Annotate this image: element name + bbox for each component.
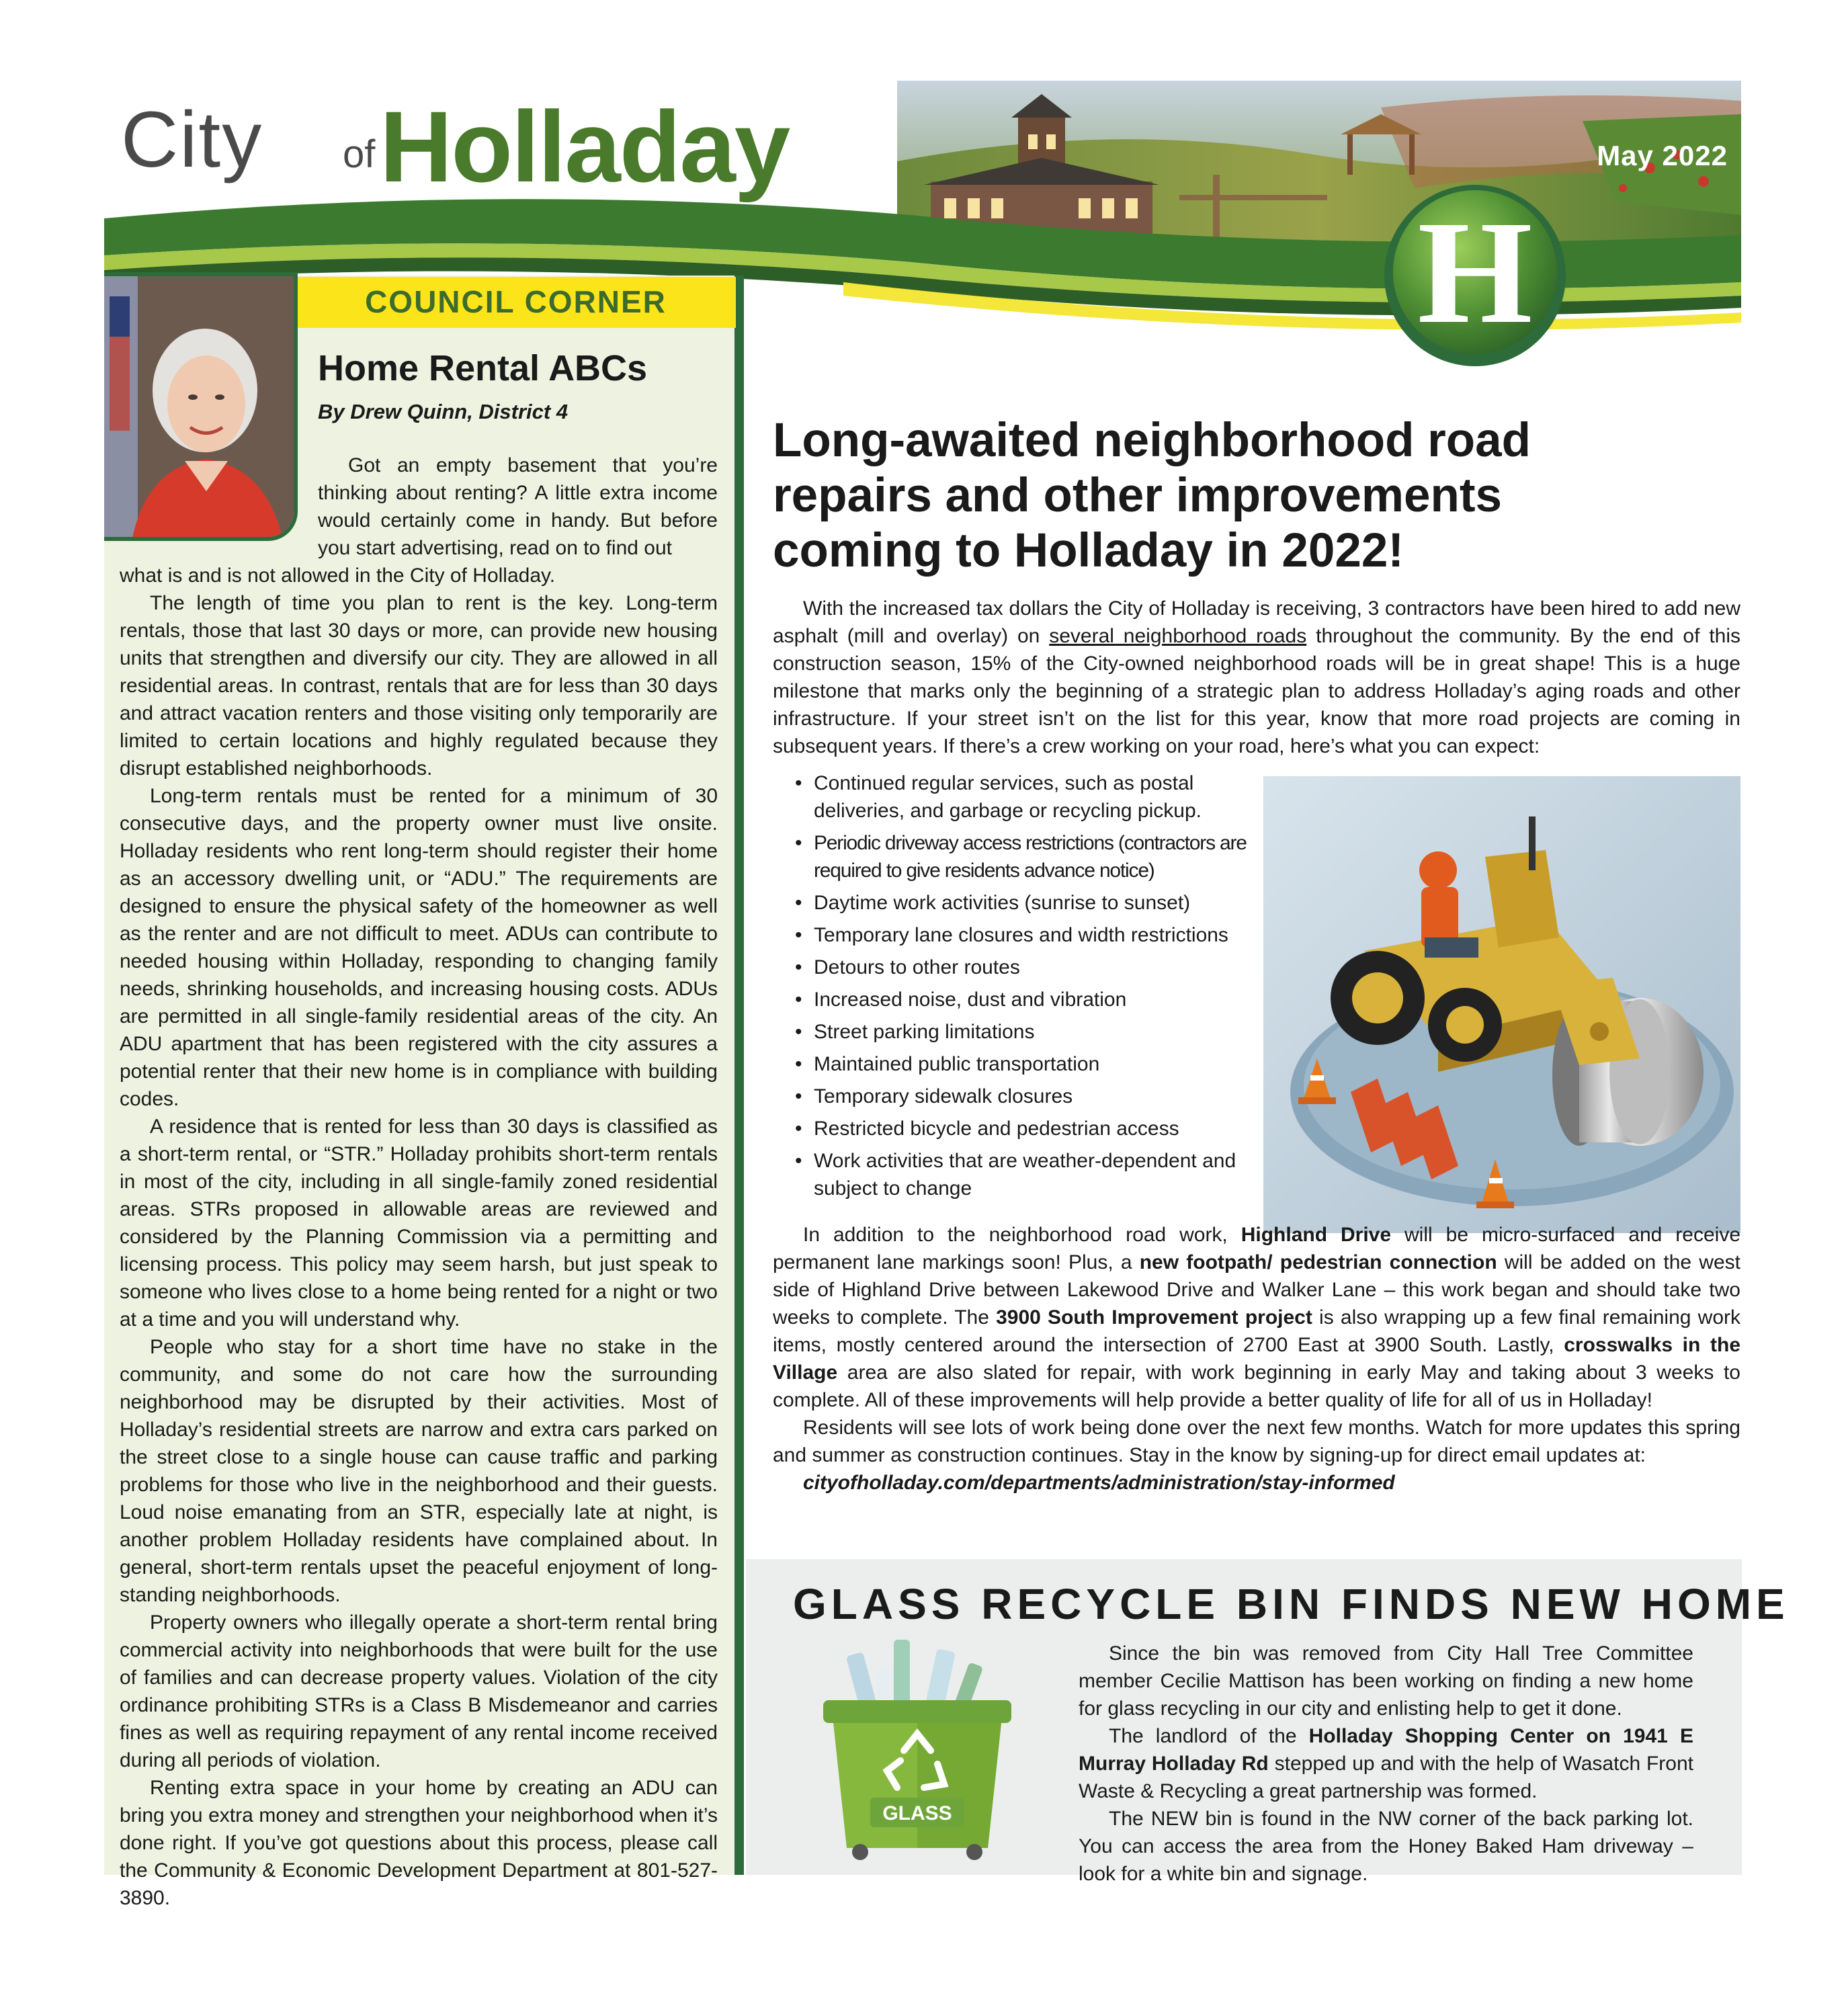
masthead-title-of: of (343, 132, 376, 176)
bin-label: GLASS (882, 1802, 952, 1824)
list-item: • Temporary lane closures and width restrictions (790, 921, 1253, 949)
glass-recycle-bin-illustration (806, 1633, 1028, 1861)
main-article-intro (773, 595, 1740, 760)
list-item: • Work activities that are weather-dependent and subject to change (790, 1147, 1253, 1202)
bold-text: crosswalks in the Village (773, 1334, 1740, 1384)
paragraph-text: will be added on the west side of Highland Drive between Lakewood Drive and Walker Lane – this work began and should take two weeks to complete. The (773, 1251, 1740, 1329)
paragraph-text: In addition to the neighborhood road work, (803, 1224, 1241, 1246)
list-item: • Maintained public transportation (790, 1050, 1253, 1078)
council-corner-banner (296, 277, 736, 328)
list-item: • Increased noise, dust and vibration (790, 986, 1253, 1013)
stay-informed-link[interactable]: cityofholladay.com/departments/administration/stay-informed (803, 1472, 1395, 1494)
council-article-body (120, 452, 718, 1912)
neighborhood-roads-link[interactable]: several neighborhood roads (1049, 625, 1307, 647)
list-item: • Street parking limitations (790, 1018, 1253, 1046)
highland-drive-paragraph (773, 1221, 1740, 1414)
main-article-continued (773, 1221, 1740, 1497)
column-divider (734, 276, 744, 1875)
updates-paragraph: Residents will see lots of work being done over the next few months. Watch for more updates this spring and summer as construction continues. Stay in the know by signing-up for direct email updates at: (773, 1417, 1740, 1466)
masthead-title-city: City (121, 95, 263, 184)
road-roller-illustration (1263, 776, 1740, 1233)
bold-text: 3900 South Improvement project (996, 1306, 1312, 1329)
council-corner-label: COUNCIL CORNER (365, 284, 667, 319)
council-article-heading: Home Rental ABCs (318, 348, 648, 388)
council-paragraph: what is and is not allowed in the City of Holladay. (120, 564, 556, 587)
glass-paragraph: The NEW bin is found in the NW corner of the back parking lot. You can access the area from the Honey Baked Ham driveway – look for a white bin and signage. (1079, 1808, 1693, 1885)
list-item: • Daytime work activities (sunrise to sunset) (790, 889, 1253, 917)
paragraph-text: The landlord of the (1109, 1725, 1309, 1747)
council-article-byline: By Drew Quinn, District 4 (318, 400, 569, 423)
bold-text: new footpath/ pedestrian connection (1139, 1251, 1497, 1273)
council-paragraph: A residence that is rented for less than 30 days is classified as a short-term rental, or “STR.” Holladay prohibits short-term rentals in most of the city, including in all single-family zoned residential areas. STRs proposed in allowable areas are reviewed and considered by the Planning Commission via a permitting and licensing process. This policy may seem harsh, but just speak to someone who lives close to a home being rented for a night or two at a time and you will understand why. (120, 1116, 718, 1331)
bold-text: Holladay Shopping Center on 1941 E Murray Holladay Rd (1079, 1725, 1693, 1775)
paragraph-text: will be micro-surfaced and receive permanent lane markings soon! Plus, a (773, 1224, 1741, 1273)
intro-text: throughout the community. By the end of this construction season, 15% of the City-owned neighborhood roads will be in great shape! This is a huge milestone that marks only the beginning of a strategic plan to address Holladay’s aging roads and other infrastructure. If your street isn’t on the list for this year, know that more road projects are coming in subsequent years. If there’s a crew working on your road, here’s what you can expect: (773, 625, 1741, 757)
paragraph-text: stepped up and with the help of Wasatch Front Waste & Recycling a great partnership was formed. (1079, 1753, 1693, 1802)
council-paragraph: Property owners who illegally operate a short-term rental bring commercial activity into neighborhoods that were built for the use of families and can decrease property values. Violation of the city ordinance prohibiting STRs is a Class B Misdemeanor and carries fines as well as requiring repayment of any rental income received during all periods of violation. (120, 1611, 718, 1771)
council-paragraph: People who stay for a short time have no stake in the community, and some do not care how the surrounding neighborhood may be disrupted by their activities. Most of Holladay’s residential streets are narrow and extra cars parked on the street close to a single house can cause traffic and parking problems for those who live in the neighborhood and their guests. Loud noise emanating from an STR, especially late at night, is another problem Holladay residents have complained about. In general, short-term rentals upset the peaceful enjoyment of long-standing neighborhoods. (120, 1336, 718, 1606)
expectations-list (790, 769, 1253, 1207)
paragraph-text: is also wrapping up a few final remaining work items, mostly centered around the intersection of 2700 East at 3900 South. Lastly, (773, 1306, 1740, 1356)
glass-paragraph (1079, 1722, 1693, 1805)
main-intro-paragraph (773, 595, 1740, 760)
council-paragraph: Got an empty basement that you’re thinking about renting? A little extra income would certainly come in handy. But before you start advertising, read on to find out (318, 454, 718, 559)
issue-date: May 2022 (1597, 140, 1728, 171)
list-item: • Restricted bicycle and pedestrian access (790, 1115, 1253, 1142)
intro-text: With the increased tax dollars the City of Holladay is receiving, 3 contractors have been hired to add new asphalt (mill and overlay) on (773, 597, 1740, 647)
city-logo-h: H (1417, 190, 1533, 354)
paragraph-text: area are also slated for repair, with work beginning in early May and taking about 3 weeks to complete. All of these improvements will help provide a better quality of life for all of us in Holladay! (773, 1361, 1740, 1411)
list-item: • Periodic driveway access restrictions (contractors are required to give residents advance notice) (790, 829, 1253, 884)
list-item: • Continued regular services, such as postal deliveries, and garbage or recycling pickup. (790, 769, 1253, 825)
main-article-headline: Long-awaited neighborhood road repairs and other improvements coming to Holladay in 2022! (773, 414, 1531, 577)
council-paragraph: The length of time you plan to rent is the key. Long-term rentals, those that last 30 days or more, can provide new housing units that strengthen and diversify our city. They are allowed in all residential areas. In contrast, rentals that are for less than 30 days and attract vacation renters and those visiting only temporarily are limited to certain locations and highly regulated because they disrupt established neighborhoods. (120, 592, 718, 780)
list-item: • Detours to other routes (790, 954, 1253, 981)
list-item: • Temporary sidewalk closures (790, 1083, 1253, 1110)
glass-recycle-heading: GLASS RECYCLE BIN FINDS NEW HOME (793, 1580, 1790, 1628)
masthead-title-holladay: Holladay (380, 90, 790, 203)
bold-text: Highland Drive (1241, 1224, 1392, 1246)
council-paragraph: Long-term rentals must be rented for a minimum of 30 consecutive days, and the property owner must live onsite. Holladay residents who rent long-term should register their home as an accessory dwelling unit, or “ADU.” The requirements are designed to ensure the physical safety of the homeowner as well as the renter and are not difficult to meet. ADUs can contribute to needed housing within Holladay, responding to changing family needs, shrinking households, and increasing housing costs. ADUs are permitted in all single-family residential areas of the city. An ADU apartment that has been registered with the city assures a potential renter that their new home is in compliance with building codes. (120, 785, 718, 1110)
stay-informed-url[interactable] (773, 1469, 1740, 1497)
glass-paragraph: Since the bin was removed from City Hall Tree Committee member Cecilie Mattison has been working on finding a new home for glass recycling in our city and enlisting help to get it done. (1079, 1642, 1693, 1720)
council-paragraph: Renting extra space in your home by creating an ADU can bring you extra money and strengthen your neighborhood when it’s done right. If you’ve got questions about this process, please call the Community & Economic Development Department at 801-527-3890. (120, 1777, 718, 1909)
glass-recycle-body (1079, 1640, 1693, 1888)
